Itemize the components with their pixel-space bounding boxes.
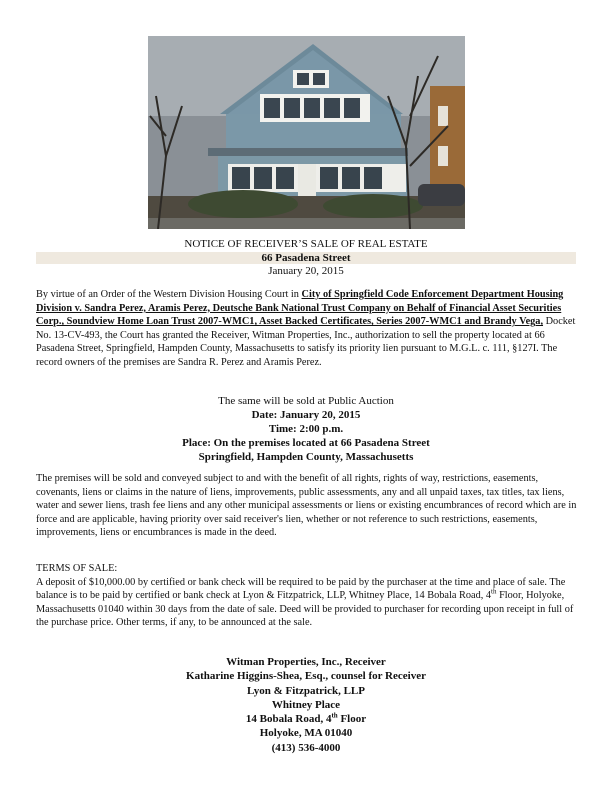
property-address: 66 Pasadena Street bbox=[36, 252, 576, 264]
signature-block bbox=[36, 655, 576, 755]
terms-body: A deposit of $10,000.00 by certified or bank check will be required to be paid by the purchaser at the time and place of sale. The balance is to be paid by certified or bank check at Lyon & Fitzpatrick, LLP, Whitney Place, 14 Bobala Road, 4th Floor, Holyoke, Massachusetts 01040 within 30 days from the date of sale. Deed will be provided to purchaser for recording upon receipt in full of the purchase price. Other terms, if any, to be announced at the sale. bbox=[36, 576, 574, 629]
notice-date: January 20, 2015 bbox=[268, 265, 344, 277]
signature-phone: (413) 536-4000 bbox=[271, 741, 341, 754]
signature-street: 14 Bobala Road, 4th Floor bbox=[245, 711, 367, 726]
signature-receiver: Witman Properties, Inc., Receiver bbox=[226, 656, 386, 668]
order-rest: Docket No. 13-CV-493, the Court has granted the Receiver, Witman Properties, Inc., authorization to sell the property located at 66 Pasadena Street, Springfield, Hampden County, Massachusetts to satisfy its priority lien pursuant to M.G.L. c. 111, §127I. The record owners of the premises are Sandra R. Perez and Aramis Perez. bbox=[36, 316, 576, 368]
signature-place: Whitney Place bbox=[271, 698, 341, 711]
auction-time: Time: 2:00 p.m. bbox=[268, 423, 344, 435]
signature-city: Holyoke, MA 01040 bbox=[259, 727, 353, 740]
order-intro: By virtue of an Order of the Western Division Housing Court in bbox=[36, 289, 302, 300]
auction-details bbox=[36, 394, 576, 464]
notice-title: NOTICE OF RECEIVER’S SALE OF REAL ESTATE bbox=[184, 238, 428, 250]
auction-date: Date: January 20, 2015 bbox=[251, 409, 361, 421]
signature-counsel: Katharine Higgins-Shea, Esq., counsel for Receiver bbox=[186, 670, 426, 683]
auction-intro: The same will be sold at Public Auction bbox=[218, 395, 394, 407]
terms-of-sale bbox=[36, 562, 578, 630]
house-image bbox=[148, 36, 465, 229]
conditions-paragraph: The premises will be sold and conveyed subject to and with the benefit of all rights, rights of way, restrictions, easements, covenants, liens or claims in the nature of liens, improvements, public assessments, any and all unpaid taxes, tax titles, tax liens, water and sewer liens, trash fee liens and any other municipal assessments or liens or existing encumbrances of record which are in force and are applicable, having priority over said receiver's lien, whether or not reference to such restrictions, easements, improvements, liens or encumbrances is made in the deed. bbox=[36, 473, 577, 539]
auction-location: Springfield, Hampden County, Massachusetts bbox=[198, 451, 414, 463]
case-caption: City of Springfield Code Enforcement Department Housing Division v. Sandra Perez, Aramis Perez, Deutsche Bank National Trust Company on Behalf of Financial Asset Securities Corp., Soundview Home Loan Trust 2007-WMC1, Asset Backed Certificates, Series 2007-WMC1 and Brandy Vega, bbox=[36, 289, 564, 328]
terms-heading: TERMS OF SALE: bbox=[36, 563, 118, 574]
auction-place: Place: On the premises located at 66 Pasadena Street bbox=[182, 437, 430, 449]
signature-firm: Lyon & Fitzpatrick, LLP bbox=[247, 684, 365, 697]
property-photo bbox=[148, 36, 465, 229]
order-paragraph bbox=[36, 288, 578, 370]
